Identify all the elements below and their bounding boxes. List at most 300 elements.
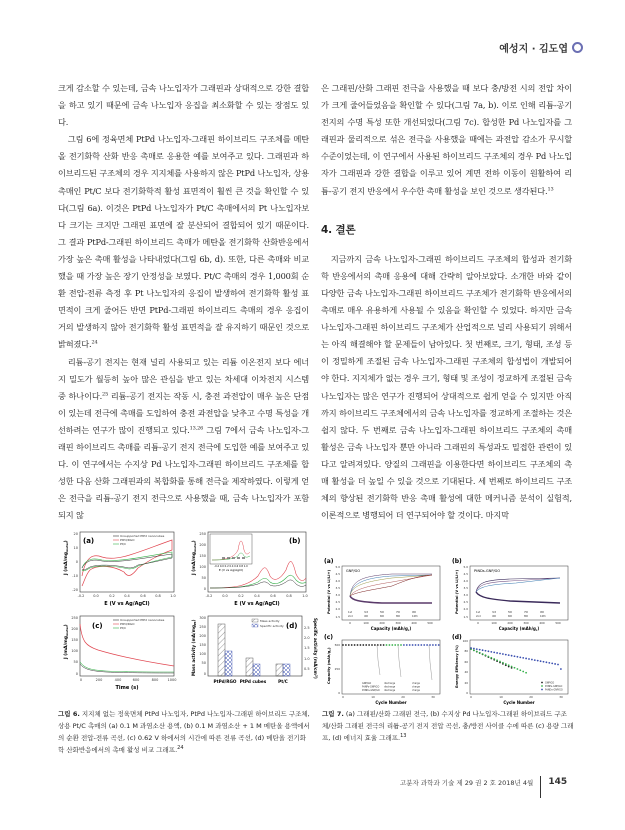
svg-text:discharge: discharge — [384, 682, 396, 685]
panel-label: (d) — [286, 622, 298, 630]
efficiency-point-pdnps — [476, 651, 478, 653]
x-tick: 0 — [79, 678, 83, 682]
x-tick: 1.0 — [302, 594, 308, 598]
capacity-point — [360, 644, 362, 646]
capacity-point — [362, 644, 364, 646]
efficiency-point-pdnds — [499, 653, 501, 655]
svg-text:3rd: 3rd — [492, 611, 497, 614]
reference: 13 — [547, 185, 554, 192]
efficiency-point-pdnps — [514, 667, 516, 669]
capacity-point — [383, 644, 385, 646]
fig7-panel-d — [452, 634, 568, 705]
efficiency-point-pdnds — [496, 652, 498, 654]
x-tick: 0.6 — [140, 594, 146, 598]
efficiency-point-pdnds — [517, 656, 519, 658]
svg-text:charge: charge — [412, 685, 420, 689]
efficiency-point-pdnps — [490, 657, 492, 659]
svg-text:400: 400 — [411, 621, 417, 625]
left-column — [58, 80, 309, 524]
y-tick: 150 — [199, 643, 206, 647]
svg-text:7th: 7th — [396, 611, 401, 614]
discharge-curves — [350, 596, 432, 603]
capacity-point — [386, 644, 388, 646]
capacity-point — [371, 644, 373, 646]
svg-text:discharge: discharge — [384, 689, 396, 692]
figure-7 — [322, 556, 574, 706]
svg-text:300: 300 — [523, 621, 529, 625]
y-tick: 0 — [203, 587, 206, 591]
page-footer — [400, 771, 567, 793]
legend-entry: PtPd/RGO — [120, 622, 135, 626]
y-axis-label: Mass activity $(mA/mg_{Pt})$ — [191, 619, 197, 676]
efficiency-point-pdnds — [470, 647, 472, 649]
reference: 24 — [91, 339, 98, 346]
paragraph: 크게 감소할 수 있는데, 금속 나노입자가 그래핀과 상대적으로 강한 결합을 하고 있기 때문에 금속 나노입자 응집을 최소화할 수 있는 장점도 있다. — [58, 83, 309, 128]
svg-text:40: 40 — [464, 670, 468, 674]
efficiency-point-pdnps — [522, 671, 524, 673]
efficiency-point-pdnds — [543, 661, 545, 663]
y-tick: 20 — [73, 532, 78, 536]
cv-curve-unsupported — [210, 580, 306, 588]
capacity-point — [426, 644, 428, 646]
bar-mass-ptpd-rgo — [218, 624, 225, 676]
svg-text:1st: 1st — [476, 611, 480, 614]
capacity-point — [432, 644, 434, 646]
svg-text:8th: 8th — [396, 615, 401, 618]
paragraph: 지금까지 금속 나노입자-그래핀 하이브리드 구조체의 합성과 전기화학 반응에서의 촉매 응용에 대해 간략히 알아보았다. 소개한 바와 같이 다양한 금속 나노입자-그래핀 하이브리드 구조체가 전기화학 반응에서의 촉매로 매우 유용하게 사용될 수 있음을 확인할 수 있었다. 하지만 금속 나노입자-그래핀 하이브리드 구조체가 산업적으로 널리 사용되기 위해서는 아직 해결해야 할 문제들이 남아있다. 첫 번째로, 크기, 형태, 조성 등이 정밀하게 조절된 금속 나노입자-그래핀 구조체의 합성법이 개발되어야 한다. 지지체가 없는 경우 크기, 형태 및 조성이 정교하게 조절된 금속 나노입자는 많은 연구가 진행되어 상대적으로 쉽게 얻을 수 있지만 아직까지 하이브리드 구조체에서의 금속 나노입자를 정교하게 조절하는 것은 쉽지 않다. 두 번째로 금속 나노입자-그래핀 하이브리드 구조체의 촉매 활성은 금속 나노입자 뿐만 아니라 그래핀의 특성과도 밀접한 관련이 있다고 알려져있다. 양질의 그래핀을 이용한다면 하이브리드 구조체의 촉매 활성을 더 높일 수 있을 것으로 기대된다. 세 번째로 하이브리드 구조체의 향상된 전기화학 반응 촉매 활성에 대한 메커니즘 분석이 실험적, 이론적으로 병행되어 더 연구되어야 할 것이다. 마지막 — [321, 253, 572, 521]
efficiency-point-pdnds — [488, 650, 490, 652]
svg-text:4.5: 4.5 — [463, 572, 468, 576]
divider — [540, 776, 541, 798]
y-tick: 200 — [71, 627, 78, 631]
y-tick: 200 — [199, 634, 206, 638]
panel-label: (c) — [324, 634, 334, 641]
y-axis-label: J $(mA/mg_{metal})$ — [192, 540, 197, 575]
svg-text:charge: charge — [412, 689, 420, 692]
plot-frame — [470, 566, 568, 620]
page-number: 145 — [548, 777, 568, 787]
svg-text:6th: 6th — [380, 615, 385, 618]
y-tick: -10 — [72, 574, 78, 578]
efficiency-point-pdnds — [546, 661, 548, 663]
right-column — [321, 80, 572, 524]
y-tick: 0 — [75, 672, 78, 676]
y-tick: 10 — [73, 546, 78, 550]
efficiency-point-pdnps — [493, 658, 495, 660]
cv-curve-ptc — [82, 552, 172, 571]
efficiency-point-pdnds — [554, 663, 556, 665]
svg-text:GNP/GO: GNP/GO — [545, 681, 555, 685]
capacity-point — [345, 644, 347, 646]
y-tick: -20 — [72, 588, 78, 592]
svg-text:PdNDs-GNP/GO: PdNDs-GNP/GO — [362, 689, 380, 692]
x-axis-label: Time (s) — [115, 685, 139, 691]
svg-text:300: 300 — [395, 621, 401, 625]
charge-curves — [350, 574, 432, 596]
fig6-panel-c — [63, 616, 176, 691]
svg-text:10: 10 — [499, 695, 503, 699]
capacity-point — [365, 644, 367, 646]
capacity-point — [438, 644, 440, 646]
bar-mass-ptpd-cubes — [246, 658, 253, 676]
capacity-point — [400, 644, 402, 646]
efficiency-point-pdnds — [473, 648, 475, 650]
svg-text:20: 20 — [401, 695, 405, 699]
x-tick: 0.2 — [238, 594, 244, 598]
efficiency-point-pdnps — [485, 654, 487, 656]
panel-label: (a) — [83, 537, 95, 545]
bar-specific-ptpd-cubes — [253, 664, 260, 676]
x-axis-label: Capacity $(mAh/g_c)$ — [498, 626, 540, 632]
efficiency-point-pdnds — [551, 663, 553, 665]
capacity-point — [357, 644, 359, 646]
figure-7-caption: 그림 7. (a) 그래핀/산화 그래핀 전극, (b) 수지상 Pd 나노입자-그래핀 하이브리드 구조체/산화 그래핀 전극의 리튬-공기 전지 전압 곡선, 충/방전 사이클 수에 따른 (c) 용량 그래프, (d) 에너지 효율 그래프.$^{13}$ — [322, 710, 574, 742]
section-title: 4. 결론 — [321, 223, 356, 236]
legend — [348, 610, 418, 618]
efficiency-point-pdnps — [511, 666, 513, 668]
svg-text:discharge: discharge — [384, 685, 396, 689]
x-axis-label: Cycle Number — [375, 700, 407, 705]
y-tick: 0 — [203, 672, 206, 676]
efficiency-point-pdnps — [519, 669, 521, 671]
fig7-panel-b — [452, 558, 568, 632]
reference: 13,26 — [189, 425, 204, 432]
svg-text:500: 500 — [334, 643, 340, 647]
x-category: Pt/C — [278, 679, 288, 684]
legend-entry: Pt/C — [120, 626, 127, 630]
legend-entry: Pt/C — [120, 542, 127, 546]
y-tick: 100 — [199, 652, 206, 656]
efficiency-point-pdnds — [508, 654, 510, 656]
capacity-point — [403, 644, 405, 646]
svg-text:8th: 8th — [524, 615, 529, 618]
svg-text:2nd: 2nd — [348, 615, 353, 618]
y-axis-label: J $(mA/mg_{metal})$ — [64, 540, 69, 575]
panel-label: (b) — [289, 537, 301, 545]
efficiency-point-pdnps — [525, 672, 527, 674]
efficiency-point-pdnds — [522, 657, 524, 659]
efficiency-point-pdnds — [485, 650, 487, 652]
x-axis-label: Capacity $(mAh/g_c)$ — [370, 626, 412, 632]
inset-x-label: E (V vs Ag/AgCl) — [218, 568, 244, 572]
capacity-point — [380, 644, 382, 646]
fig6-panel-a — [63, 532, 176, 607]
efficiency-point-pdnps — [508, 664, 510, 666]
svg-text:20: 20 — [529, 695, 533, 699]
x-tick: -0.2 — [77, 594, 85, 598]
svg-text:30: 30 — [431, 695, 435, 699]
efficiency-point-pdnps — [499, 661, 501, 663]
x-tick: 0.0 — [222, 594, 228, 598]
cv-curve-ptpd-rgo — [82, 540, 172, 586]
capacity-point — [415, 644, 417, 646]
svg-text:3.5: 3.5 — [335, 586, 340, 590]
legend-entry: Unsupported PtPd nanocubes — [120, 618, 165, 622]
svg-text:GNP/GO: GNP/GO — [362, 682, 372, 685]
capacity-point — [348, 644, 350, 646]
capacity-markers — [342, 644, 440, 646]
svg-text:10th: 10th — [412, 615, 418, 618]
capacity-point — [394, 644, 396, 646]
svg-text:10th: 10th — [540, 615, 546, 618]
efficiency-point-pdnps — [482, 653, 484, 655]
x-tick: 0.2 — [109, 594, 115, 598]
svg-text:7th: 7th — [524, 611, 529, 614]
svg-text:2.5: 2.5 — [335, 600, 340, 604]
svg-text:5.0: 5.0 — [463, 565, 468, 569]
svg-text:0: 0 — [477, 621, 479, 625]
fig7-panel-c — [324, 634, 440, 705]
x-tick: 0.0 — [93, 594, 99, 598]
y-tick: 150 — [71, 638, 78, 642]
panel-title: PtNDs-GNP/GO — [474, 569, 501, 573]
y-tick: 100 — [71, 649, 78, 653]
inset-x-ticks: -0.2 0.0 0.2 0.4 0.6 0.8 1.0 — [214, 565, 248, 568]
efficiency-point-pdnps — [488, 656, 490, 658]
circle-icon — [572, 42, 583, 53]
y-tick: 50 — [73, 660, 78, 664]
x-tick: 1000 — [167, 678, 177, 682]
svg-text:2nd: 2nd — [476, 615, 481, 618]
bar-specific-ptpd-rgo — [225, 651, 232, 676]
inset-frame — [210, 534, 252, 564]
y-tick: 300 — [199, 616, 206, 620]
svg-text:PdNPs-GNP/GO: PdNPs-GNP/GO — [545, 685, 563, 688]
svg-text:80: 80 — [464, 649, 468, 653]
efficiency-point-pdnps — [496, 659, 498, 661]
authors: 예성지 · 김도엽 — [499, 44, 568, 55]
svg-text:4.0: 4.0 — [463, 579, 468, 583]
efficiency-point-pdnds — [514, 655, 516, 657]
svg-text:100: 100 — [462, 639, 468, 643]
y-axis-label: J $(mA/mg_{metal})$ — [64, 624, 69, 659]
svg-text:500: 500 — [427, 621, 433, 625]
x-tick: 400 — [114, 678, 122, 682]
svg-text:3rd: 3rd — [364, 611, 369, 614]
efficiency-point-pdnds — [493, 652, 495, 654]
efficiency-point-pdnds — [557, 664, 559, 666]
svg-text:3.5: 3.5 — [463, 586, 468, 590]
capacity-point — [391, 644, 393, 646]
x-tick: 200 — [95, 678, 103, 682]
efficiency-point-pdnds — [519, 656, 521, 658]
figure-6-caption: 그림 6. 지지체 없는 정육면체 PtPd 나노입자, PtPd 나노입자-그래핀 하이브리드 구조체, 상용 Pt/C 촉매의 (a) 0.1 M 과염소산 용액, (b) 0.1 M 과염소산 + 1 M 메탄올 용액에서의 순환 전압-전류 곡선, (c) 0.62 V 하에서의 시간에 따른 전류 곡선, (d) 메탄올 전기화학 산화반응에서의 촉매 활성 비교 그래프.$^{24}$ — [58, 710, 310, 754]
svg-text:9th: 9th — [412, 611, 417, 614]
reference: 25 — [102, 390, 109, 397]
svg-text:4th: 4th — [364, 615, 369, 618]
capacity-point — [420, 644, 422, 646]
svg-text:10: 10 — [371, 695, 375, 699]
efficiency-point-pdnds — [511, 655, 513, 657]
journal-info: 고분자 과학과 기술 제 29 권 2 호 2018년 4월 — [400, 778, 534, 787]
x-tick: 0.8 — [155, 594, 161, 598]
svg-text:0: 0 — [349, 621, 351, 625]
efficiency-point-pdnds — [476, 648, 478, 650]
y-tick: 150 — [199, 554, 206, 558]
y-tick: 200 — [199, 543, 206, 547]
y2-tick: 1.5 — [304, 646, 310, 650]
paragraph: 그림 6에 정육면체 PtPd 나노입자-그래핀 하이브리드 구조체를 메탄올 전기화학 산화 반응 촉매로 응용한 예를 보여주고 있다. 그래핀과 하이브리드된 구조체의 경우 지지체를 사용하지 않은 PtPd 나노입자, 상용 촉매인 Pt/C 보다 전기화학적 활성 표면적이 훨씬 큰 것을 확인할 수 있다(그림 6a). 이것은 PtPd 나노입자가 Pt/C 촉매에서의 Pt 나노입자보다 크기는 크지만 그래핀 표면에 잘 분산되어 결합되어 있기 때문이다. 그 결과 PtPd-그래핀 하이브리드 촉매가 메탄올 전기화학 산화반응에서 가장 높은 촉매 활성을 나타내었다(그림 6b, d). 또한, 다른 촉매와 비교했을 때 가장 높은 장기 안정성을 보였다. Pt/C 촉매의 경우 1,000회 순환 전압-전류 측정 후 Pt 나노입자의 응집이 발생하여 전기화학 활성 표면적이 크게 줄어든 반면 PtPd-그래핀 하이브리드 촉매의 경우 응집이 거의 발생하지 않아 전기화학 활성 표면적을 잘 유지하기 때문인 것으로 밝혀졌다.$^{24}$ — [58, 134, 309, 350]
efficiency-point-pdnds — [534, 659, 536, 661]
figure-6 — [58, 530, 319, 700]
y2-tick: 1.0 — [304, 657, 310, 661]
capacity-point — [342, 644, 344, 646]
efficiency-point-pdnds — [505, 654, 507, 656]
svg-text:400: 400 — [539, 621, 545, 625]
y-tick: 100 — [199, 565, 206, 569]
x-tick: 1.0 — [170, 594, 176, 598]
x-tick: 0.6 — [270, 594, 276, 598]
capacity-point — [354, 644, 356, 646]
x-tick: 800 — [151, 678, 159, 682]
svg-text:PdNDs-GNP/GO: PdNDs-GNP/GO — [545, 688, 563, 692]
cv-curve-ptc — [210, 575, 306, 588]
panel-label: (c) — [92, 622, 103, 630]
legend-entry: Mass activity — [260, 619, 280, 623]
x-tick: 0.4 — [254, 594, 260, 598]
capacity-point — [374, 644, 376, 646]
capacity-point — [389, 644, 391, 646]
y-tick: 250 — [199, 625, 206, 629]
svg-text:100: 100 — [363, 621, 369, 625]
legend — [541, 682, 563, 692]
svg-text:5.0: 5.0 — [335, 565, 340, 569]
efficiency-markers — [470, 647, 562, 674]
x-tick: 600 — [132, 678, 140, 682]
svg-text:1st: 1st — [348, 611, 352, 614]
panel-label: (d) — [452, 634, 462, 641]
svg-text:0: 0 — [466, 691, 468, 695]
y2-tick: 2.5 — [304, 626, 310, 630]
y-tick: 50 — [201, 576, 206, 580]
capacity-point — [412, 644, 414, 646]
svg-text:1.5: 1.5 — [463, 615, 468, 619]
capacity-point — [418, 644, 420, 646]
svg-text:2.0: 2.0 — [335, 607, 340, 611]
x-tick: 0.4 — [124, 594, 130, 598]
y-tick: 250 — [71, 616, 78, 620]
svg-text:200: 200 — [507, 621, 513, 625]
svg-text:20: 20 — [464, 681, 468, 685]
legend-entry: Unsupported PtPd nanocubes — [120, 534, 165, 538]
charge-curves — [476, 578, 560, 592]
capacity-point — [429, 644, 431, 646]
efficiency-point-pdnps — [502, 662, 504, 664]
bar-specific-ptc — [283, 664, 290, 676]
x-tick: -0.2 — [205, 594, 213, 598]
x-axis-label: E (V vs Ag/AgCl) — [104, 601, 150, 607]
svg-text:0: 0 — [338, 691, 340, 695]
efficiency-point-pdnps — [479, 652, 481, 654]
capacity-point — [423, 644, 425, 646]
efficiency-point-pdnds — [540, 660, 542, 662]
ca-curve-ptpd-rgo — [80, 624, 174, 666]
y-tick: 0 — [75, 560, 78, 564]
panel-title: GNP/GO — [346, 569, 361, 573]
svg-text:200: 200 — [379, 621, 385, 625]
svg-text:1.5: 1.5 — [335, 615, 340, 619]
running-header — [499, 40, 583, 55]
efficiency-point-pdnds — [490, 651, 492, 653]
y2-tick: 0.5 — [304, 667, 310, 671]
paragraph: 은 그래핀/산화 그래핀 전극을 사용했을 때 보다 충/방전 시의 전압 차이가 크게 줄어들었음을 확인할 수 있다(그림 7a, b). 이로 인해 리튬-공기 전지의 수명 특성 또한 개선되었다(그림 7c). 합성한 Pd 나노입자를 그래핀과 물리적으로 섞은 전극을 사용했을 때에는 과전압 감소가 무시할 수준이었는데, 이 연구에서 사용된 하이브리드 구조체의 경우 Pd 나노입자가 그래핀과 강한 결합을 이루고 있어 계면 전하 이동이 원활하여 리튬-공기 전지 반응에서 우수한 촉매 활성을 보인 것으로 생각된다.$^{13}$ — [321, 83, 572, 196]
capacity-point — [409, 644, 411, 646]
y-axis-label: Potential (V vs Li/Li+) — [455, 569, 459, 614]
panel-label: (a) — [324, 558, 334, 565]
svg-text:4th: 4th — [492, 615, 497, 618]
efficiency-point-pdnds — [479, 649, 481, 651]
legend-entry: PtPd/RGO — [120, 538, 135, 542]
legend — [362, 682, 420, 692]
svg-text:2.0: 2.0 — [463, 607, 468, 611]
svg-text:9th: 9th — [540, 611, 545, 614]
y-tick: 50 — [201, 661, 206, 665]
efficiency-point-pdnps — [505, 663, 507, 665]
efficiency-point-pdnds — [531, 659, 533, 661]
capacity-point — [406, 644, 408, 646]
efficiency-point-pdnds — [482, 649, 484, 651]
capacity-point — [435, 644, 437, 646]
y-tick: 250 — [199, 532, 206, 536]
efficiency-point-pdnds — [548, 662, 550, 664]
legend-entry: Specific activity — [260, 624, 284, 628]
legend — [476, 610, 546, 618]
svg-text:250: 250 — [334, 667, 340, 671]
bar-mass-ptc — [276, 664, 283, 676]
svg-text:60: 60 — [464, 660, 468, 664]
svg-text:100: 100 — [491, 621, 497, 625]
efficiency-point-pdnds — [528, 658, 530, 660]
svg-text:2.5: 2.5 — [463, 600, 468, 604]
svg-text:charge: charge — [412, 682, 420, 685]
svg-text:500: 500 — [555, 621, 561, 625]
svg-text:30: 30 — [559, 695, 563, 699]
efficiency-point-pdnps — [517, 668, 519, 670]
efficiency-point-pdnds — [502, 653, 504, 655]
svg-text:0: 0 — [470, 695, 472, 699]
efficiency-point-pdnps — [473, 649, 475, 651]
efficiency-point-pdnds — [560, 668, 562, 670]
fig7-panel-a — [324, 558, 440, 632]
fig6-panel-d — [191, 616, 319, 684]
x-tick: 0.8 — [286, 594, 292, 598]
capacity-point — [368, 644, 370, 646]
svg-text:5th: 5th — [508, 611, 513, 614]
x-axis-label: E (V vs Ag/AgCl) — [234, 601, 280, 607]
x-category: PtPd/RGO — [213, 679, 237, 684]
x-axis-label: Cycle Number — [503, 700, 535, 705]
y2-axis-label: Specific activity $(mA/cm^2)$ — [313, 618, 319, 679]
y2-tick: 2.0 — [304, 636, 310, 640]
capacity-point — [351, 644, 353, 646]
x-category: PtPd cubes — [239, 679, 267, 684]
panel-label: (b) — [452, 558, 462, 565]
efficiency-point-pdnds — [537, 660, 539, 662]
svg-text:0: 0 — [342, 695, 344, 699]
svg-text:6th: 6th — [508, 615, 513, 618]
y-axis-label: Potential (V vs Li/Li+) — [327, 569, 331, 614]
svg-text:4.5: 4.5 — [335, 572, 340, 576]
y-axis-label: Energy Efficiency (%) — [455, 645, 459, 688]
svg-text:3.0: 3.0 — [463, 593, 468, 597]
discharge-curves — [476, 592, 560, 603]
efficiency-point-pdnds — [525, 658, 527, 660]
paragraph: 리튬-공기 전지는 현재 널리 사용되고 있는 리튬 이온전지 보다 에너지 밀도가 월등히 높아 많은 관심을 받고 있는 차세대 이차전지 시스템 중 하나이다.$^{25}$ 리튬-공기 전지는 작동 시, 충전 과전압이 매우 높은 단점이 있는데 전극에 촉매를 도입하여 충전 과전압을 낮추고 수명 특성을 개선하려는 연구가 많이 진행되고 있다.$^{13,26}$ 그림 7에서 금속 나노입자-그래핀 하이브리드 촉매를 리튬-공기 전지 전극에 도입한 예를 보여주고 있다. 이 연구에서는 수지상 Pd 나노입자-그래핀 하이브리드 구조체를 합성한 다음 산화 그래핀과의 복합화를 통해 전극을 제작하였다. 이렇게 얻은 전극을 리튬-공기 전지 전극으로 사용했을 때, 금속 나노입자가 포함되지 않 — [58, 356, 310, 521]
fig6-panel-b — [191, 532, 308, 607]
svg-text:5th: 5th — [380, 611, 385, 614]
svg-text:3.0: 3.0 — [335, 593, 340, 597]
svg-text:PdNPs-GNP/GO: PdNPs-GNP/GO — [362, 685, 380, 689]
